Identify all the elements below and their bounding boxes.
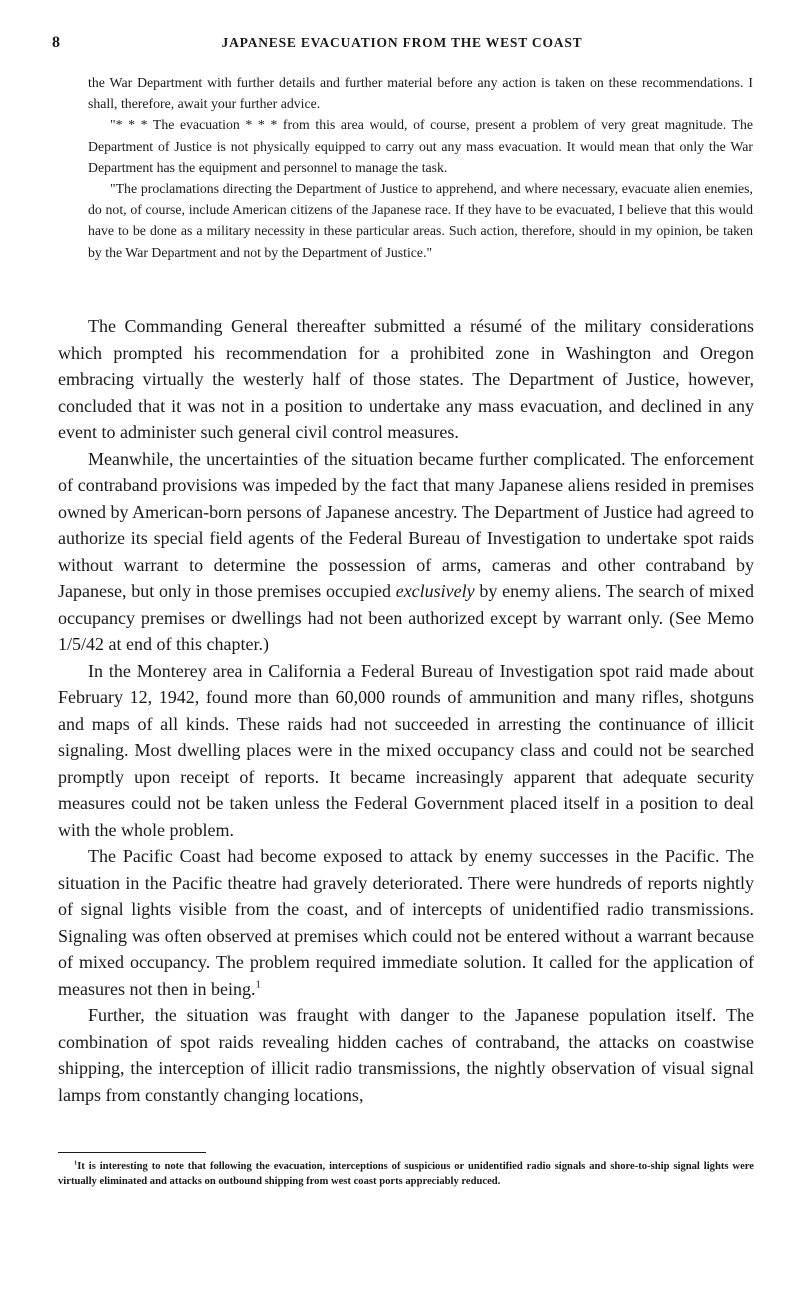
body-paragraph: Further, the situation was fraught with danger to the Japanese population itself. The combination of spot raids revealing hidden caches of contraband, the attacks on coastwise shipping, the interception of illicit radio transmissions, the nightly observation of visual signal lamps from constantly changing locations, bbox=[58, 1005, 754, 1105]
page-header bbox=[52, 34, 752, 56]
footnote-reference[interactable]: 1 bbox=[255, 977, 261, 990]
quote-paragraph: the War Department with further details and further material before any action is taken on these recommendations. I shall, therefore, await your further advice. bbox=[88, 75, 753, 112]
page-number: 8 bbox=[52, 34, 60, 51]
body-text-run: by enemy aliens. The search of mixed occupancy premises or dwellings had not been authorized except by warrant only. (See Memo 1/5/42 at end of this chapter.) bbox=[58, 581, 755, 654]
running-head: JAPANESE EVACUATION FROM THE WEST COAST bbox=[221, 35, 583, 50]
quote-paragraph: "* * * The evacuation * * * from this area would, of course, present a problem of very great magnitude. The Department of Justice is not physically equipped to carry out any mass evacuation. It would mean that only the War Department has the equipment and personnel to manage the task. bbox=[88, 117, 753, 175]
body-paragraph bbox=[58, 843, 754, 1002]
quote-paragraph: "The proclamations directing the Department of Justice to apprehend, and where necessary, evacuate alien enemies, do not, of course, include American citizens of the Japanese race. If they have to be evacuated, I believe that this would have to be done as a military necessity in these particular areas. Such action, therefore, should in my opinion, be taken by the War Department and not by the Department of Justice." bbox=[88, 181, 753, 260]
body-paragraph bbox=[58, 446, 754, 658]
footnote-text: It is interesting to note that following the evacuation, interceptions of suspicious or unidentified radio signals and shore-to-ship signal lights were virtually eliminated and attacks on outbound shipping from west coast ports appreciably reduced. bbox=[58, 1161, 754, 1187]
footnote bbox=[58, 1160, 754, 1189]
body-paragraph: The Commanding General thereafter submitted a résumé of the military considerations which prompted his recommendation for a prohibited zone in Washington and Oregon embracing virtually the westerly half of those states. The Department of Justice, however, concluded that it was not in a position to undertake any mass evacuation, and declined in any event to administer such general civil control measures. bbox=[58, 316, 754, 442]
body-text-run: Meanwhile, the uncertainties of the situation became further complicated. The enforcement of contraband provisions was impeded by the fact that many Japanese aliens resided in premises owned by American-born persons of Japanese ancestry. The Department of Justice had agreed to authorize its special field agents of the Federal Bureau of Investigation to undertake spot raids without warrant to determine the possession of arms, cameras and other contraband by Japanese, but only in those premises occupied bbox=[58, 448, 754, 601]
body-paragraph: In the Monterey area in California a Federal Bureau of Investigation spot raid made about February 12, 1942, found more than 60,000 rounds of ammunition and many rifles, shotguns and maps of all kinds. These raids had not succeeded in arresting the continuance of illicit signaling. Most dwelling places were in the mixed occupancy class and could not be searched promptly upon receipt of reports. It became increasingly apparent that adequate security measures could not be taken unless the Federal Government placed itself in a position to deal with the whole problem. bbox=[58, 660, 754, 840]
footnote-divider bbox=[58, 1152, 206, 1153]
body-text bbox=[58, 313, 754, 1108]
block-quote bbox=[88, 72, 753, 263]
footnote-marker: 1 bbox=[74, 1159, 78, 1167]
footnote-paragraph bbox=[58, 1160, 754, 1189]
emphasis: exclusively bbox=[395, 581, 475, 601]
body-text-run: The Pacific Coast had become exposed to attack by enemy successes in the Pacific. The situation in the Pacific theatre had gravely deteriorated. There were hundreds of reports nightly of signal lights visible from the coast, and of intercepts of unidentified radio transmissions. Signaling was often observed at premises which could not be entered without a warrant because of mixed occupancy. The problem required immediate solution. It called for the application of measures not then in being. bbox=[58, 846, 754, 999]
